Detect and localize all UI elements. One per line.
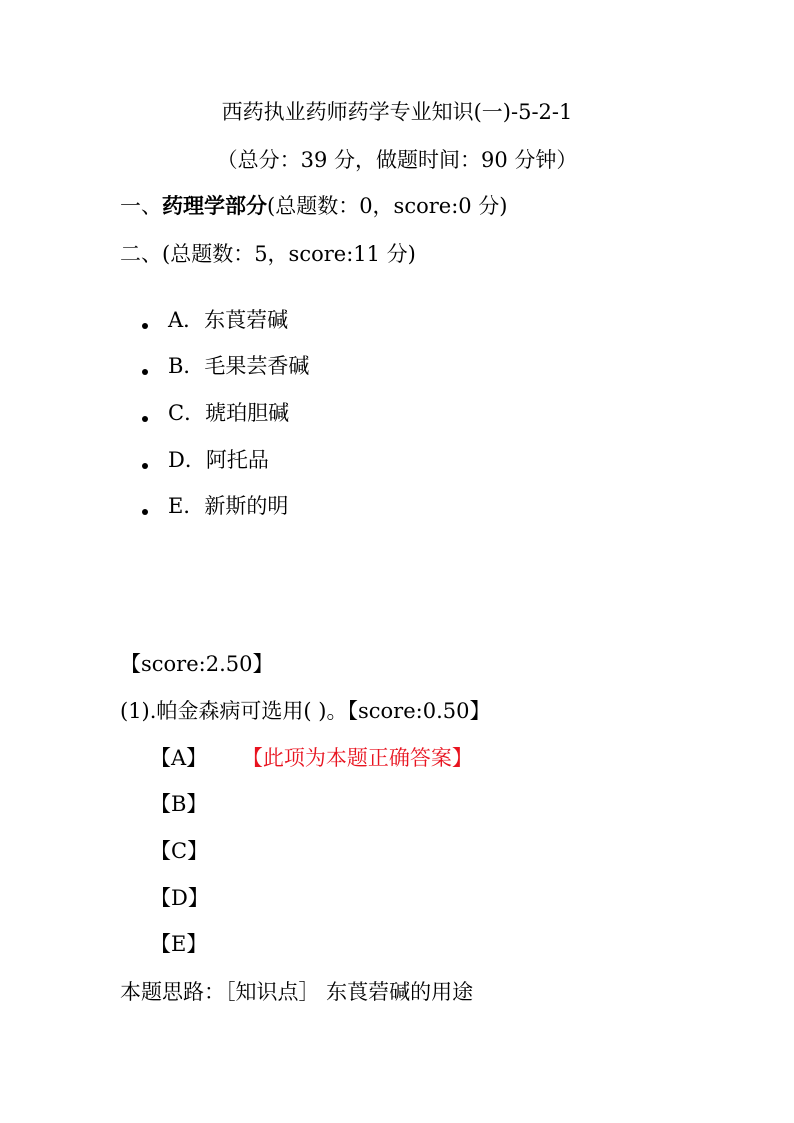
correct-answer-note: 【此项为本题正确答案】 xyxy=(241,746,473,770)
section-name: 药理学部分 xyxy=(162,193,267,218)
bullet-icon xyxy=(142,463,148,469)
option-text: E．新斯的明 xyxy=(168,494,289,518)
choice-label: 【A】 xyxy=(150,746,208,770)
page-title: 西药执业药师药学专业知识(一)-5-2-1 xyxy=(221,100,573,124)
section-info: (总题数：0，score:0 分) xyxy=(267,194,508,218)
bullet-icon xyxy=(142,369,148,375)
option-text: B．毛果芸香碱 xyxy=(168,354,310,378)
section-heading-1 xyxy=(120,192,508,220)
page-subtitle: （总分：39 分，做题时间：90 分钟） xyxy=(216,148,578,172)
section-info: (总题数：5，score:11 分) xyxy=(162,242,416,266)
option-text: C．琥珀胆碱 xyxy=(168,401,290,425)
section-prefix: 二、 xyxy=(120,242,162,266)
option-text: A．东莨菪碱 xyxy=(168,308,289,332)
bullet-icon xyxy=(142,509,148,515)
choice-a xyxy=(150,744,473,772)
section-prefix: 一、 xyxy=(120,194,162,218)
choice-b: 【B】 xyxy=(150,792,208,816)
choice-e: 【E】 xyxy=(150,932,208,956)
choice-d: 【D】 xyxy=(150,886,209,910)
choice-c: 【C】 xyxy=(150,839,209,863)
section-heading-2 xyxy=(120,240,416,268)
bullet-icon xyxy=(142,416,148,422)
analysis-text: 本题思路：［知识点］ 东莨菪碱的用途 xyxy=(120,980,474,1004)
group-score: 【score:2.50】 xyxy=(120,652,274,676)
question-text: (1).帕金森病可选用( )。【score:0.50】 xyxy=(120,699,491,723)
bullet-icon xyxy=(142,323,148,329)
option-text: D．阿托品 xyxy=(168,448,269,472)
